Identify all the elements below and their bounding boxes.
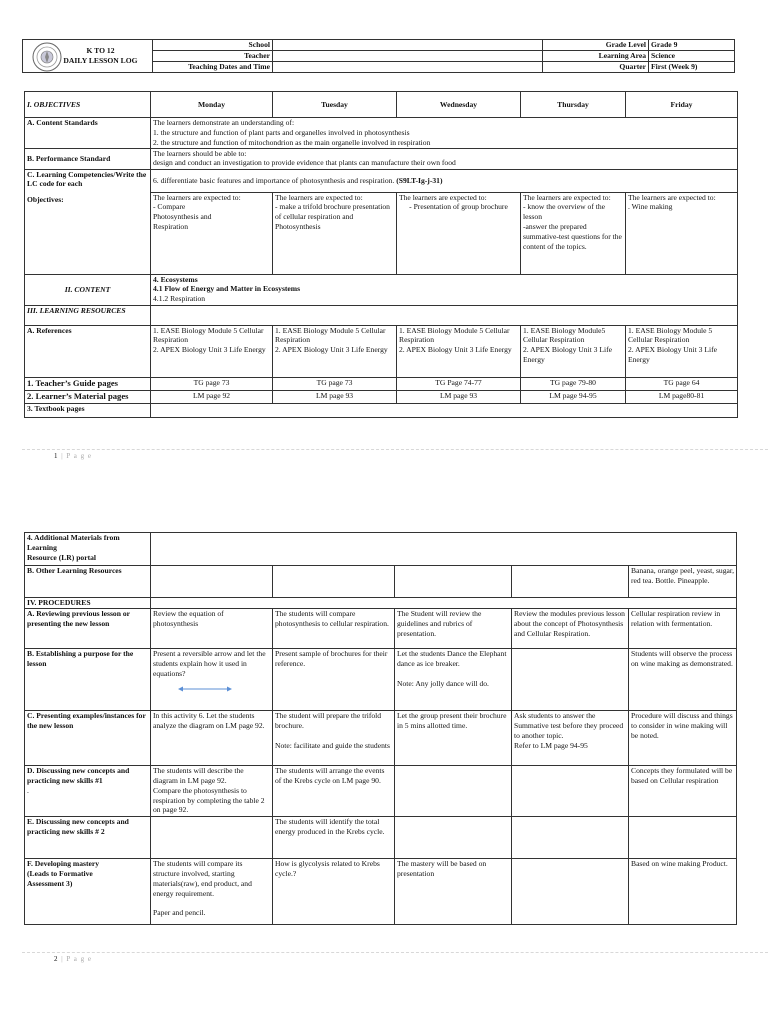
tg-friday: TG page 64 [626,377,738,390]
procedure-d-thursday [512,766,629,817]
other-resources-friday: Banana, orange peel, yeast, sugar, red tea. Bottle. Pineapple. [629,566,737,598]
objective-wednesday: The learners are expected to: - Presentation of group brochure [397,192,521,274]
k12-label: K TO 12 [86,46,115,56]
content-standards-text: The learners demonstrate an understanding of: 1. the structure and function of plant parts and organelles involved in photosynthesis 2. the structure and function of mitochondrion as the main organelle involved in respiration [151,118,738,149]
teacher-value [273,51,543,62]
procedure-a-friday: Cellular respiration review in relation with fermentation. [629,609,737,649]
lm-friday: LM page80-81 [626,390,738,403]
procedure-e-wednesday [395,817,512,859]
procedure-c-monday: In this activity 6. Let the students analyze the diagram on LM page 92. [151,711,273,766]
procedure-c-label: C. Presenting examples/instances for the new lesson [25,711,151,766]
page-separator-2 [22,952,768,953]
content-text: 4. Ecosystems 4.1 Flow of Energy and Matter in Ecosystems 4.1.2 Respiration [151,274,738,305]
tg-tuesday: TG page 73 [273,377,397,390]
tg-label: 1. Teacher’s Guide pages [25,377,151,390]
page-separator [22,449,768,450]
tg-monday: TG page 73 [151,377,273,390]
procedure-b-tuesday: Present sample of brochures for their reference. [273,649,395,711]
content-standards-label: A. Content Standards [25,118,151,149]
page-footer-2: 2 | P a g e [54,955,92,963]
procedure-d-monday: The students will describe the diagram in LM page 92. Compare the photosynthesis to respiration by completing the table 2 on page 92. [151,766,273,817]
dates-label: Teaching Dates and Time [153,62,273,73]
procedure-d-wednesday [395,766,512,817]
procedure-b-wednesday: Let the students Dance the Elephant dance as ice breaker. Note: Any jolly dance will do. [395,649,512,711]
day-tuesday: Tuesday [273,92,397,118]
procedure-a-label: A. Reviewing previous lesson or presenting the new lesson [25,609,151,649]
procedure-b-label: B. Establishing a purpose for the lesson [25,649,151,711]
day-thursday: Thursday [521,92,626,118]
day-wednesday: Wednesday [397,92,521,118]
procedure-f-label: F. Developing mastery (Leads to Formative Assessment 3) [25,859,151,925]
objective-tuesday: The learners are expected to: - make a trifold brochure presentation of cellular respiration and Photosynthesis [273,192,397,274]
procedure-b-thursday [512,649,629,711]
tg-wednesday: TG Page 74-77 [397,377,521,390]
procedure-a-wednesday: The Student will review the guidelines and rubrics of presentation. [395,609,512,649]
learning-area-value: Science [649,51,735,62]
content-heading: II. CONTENT [25,274,151,305]
references-friday: 1. EASE Biology Module 5 Cellular Respiration 2. APEX Biology Unit 3 Life Energy [626,325,738,377]
references-monday: 1. EASE Biology Module 5 Cellular Respiration 2. APEX Biology Unit 3 Life Energy [151,325,273,377]
procedure-e-friday [629,817,737,859]
day-monday: Monday [151,92,273,118]
references-thursday: 1. EASE Biology Module5 Cellular Respiration 2. APEX Biology Unit 3 Life Energy [521,325,626,377]
competencies-label: C. Learning Competencies/Write the LC code for each [27,169,147,189]
lm-monday: LM page 92 [151,390,273,403]
references-label: A. References [25,325,151,377]
lm-thursday: LM page 94-95 [521,390,626,403]
objectives-table [24,91,738,418]
procedure-f-wednesday: The mastery will be based on presentation [395,859,512,925]
competencies-cell [25,169,151,274]
procedure-d-label: D. Discussing new concepts and practicing new skills #1 . [25,766,151,817]
grade-level-label: Grade Level [543,40,649,51]
procedure-f-monday: The students will compare its structure involved, starting materials(raw), end product, and energy requirement. Paper and pencil. [151,859,273,925]
quarter-value: First (Week 9) [649,62,735,73]
school-label: School [153,40,273,51]
lm-wednesday: LM page 93 [397,390,521,403]
performance-standard-label: B. Performance Standard [25,148,151,169]
teacher-label: Teacher [153,51,273,62]
reversible-arrow-icon [177,685,233,693]
quarter-label: Quarter [543,62,649,73]
procedure-c-thursday: Ask students to answer the Summative test before they proceed to another topic. Refer to LM page 94-95 [512,711,629,766]
procedure-c-wednesday: Let the group present their brochure in 5 mins allotted time. [395,711,512,766]
dates-value [273,62,543,73]
objective-thursday: The learners are expected to: - know the overview of the lesson -answer the prepared summative-test questions for the content of the topics. [521,192,626,274]
objectives-heading: I. OBJECTIVES [25,92,151,118]
page-footer-1: 1 | P a g e [54,452,92,460]
competency-code: (S9LT-Ig-j-31) [396,175,443,185]
objectives-label: Objectives: [27,195,64,205]
day-friday: Friday [626,92,738,118]
procedure-c-tuesday: The student will prepare the trifold brochure. Note: facilitate and guide the students [273,711,395,766]
performance-standard-text: The learners should be able to: design and conduct an investigation to provide evidence that plants can manufacture their own food [151,148,738,169]
procedure-c-friday: Procedure will discuss and things to consider in wine making will be noted. [629,711,737,766]
procedure-e-monday [151,817,273,859]
header-table [22,39,735,73]
references-tuesday: 1. EASE Biology Module 5 Cellular Respiration 2. APEX Biology Unit 3 Life Energy [273,325,397,377]
procedure-e-thursday [512,817,629,859]
learning-area-label: Learning Area [543,51,649,62]
procedure-b-friday: Students will observe the process on wine making as demonstrated. [629,649,737,711]
procedure-d-friday: Concepts they formulated will be based on Cellular respiration [629,766,737,817]
additional-materials-label: 4. Additional Materials from Learning Resource (LR) portal [25,533,151,566]
procedure-f-friday: Based on wine making Product. [629,859,737,925]
procedure-a-thursday: Review the modules previous lesson about the concept of Photosynthesis and Cellular Respiration. [512,609,629,649]
lm-tuesday: LM page 93 [273,390,397,403]
procedure-f-thursday [512,859,629,925]
competency-text: 6. differentiate basic features and importance of photosynthesis and respiration. (S9LT-Ig-j-31) [151,169,738,192]
references-wednesday: 1. EASE Biology Module 5 Cellular Respiration 2. APEX Biology Unit 3 Life Energy [397,325,521,377]
procedure-e-tuesday: The students will identify the total energy produced in the Krebs cycle. [273,817,395,859]
other-resources-label: B. Other Learning Resources [25,566,151,598]
grade-level-value: Grade 9 [649,40,735,51]
lm-label: 2. Learner’s Material pages [25,390,151,403]
dll-label: DAILY LESSON LOG [63,56,138,65]
procedure-e-label: E. Discussing new concepts and practicing new skills # 2 [25,817,151,859]
objective-monday: The learners are expected to: - Compare Photosynthesis and Respiration [151,192,273,274]
procedure-a-tuesday: The students will compare photosynthesis to cellular respiration. [273,609,395,649]
procedure-a-monday: Review the equation of photosynthesis [151,609,273,649]
school-value [273,40,543,51]
objective-friday: The learners are expected to: . Wine making [626,192,738,274]
procedure-b-monday: Present a reversible arrow and let the students explain how it used in equations? [151,649,273,711]
textbook-label: 3. Textbook pages [25,403,151,417]
header-title [23,40,153,73]
procedures-table [24,532,737,925]
procedures-heading: IV. PROCEDURES [25,598,151,609]
learning-resources-heading: III. LEARNING RESOURCES [25,305,151,325]
tg-thursday: TG page 79-80 [521,377,626,390]
procedure-d-tuesday: The students will arrange the events of the Krebs cycle on LM page 90. [273,766,395,817]
procedure-f-tuesday: How is glycolysis related to Krebs cycle.? [273,859,395,925]
